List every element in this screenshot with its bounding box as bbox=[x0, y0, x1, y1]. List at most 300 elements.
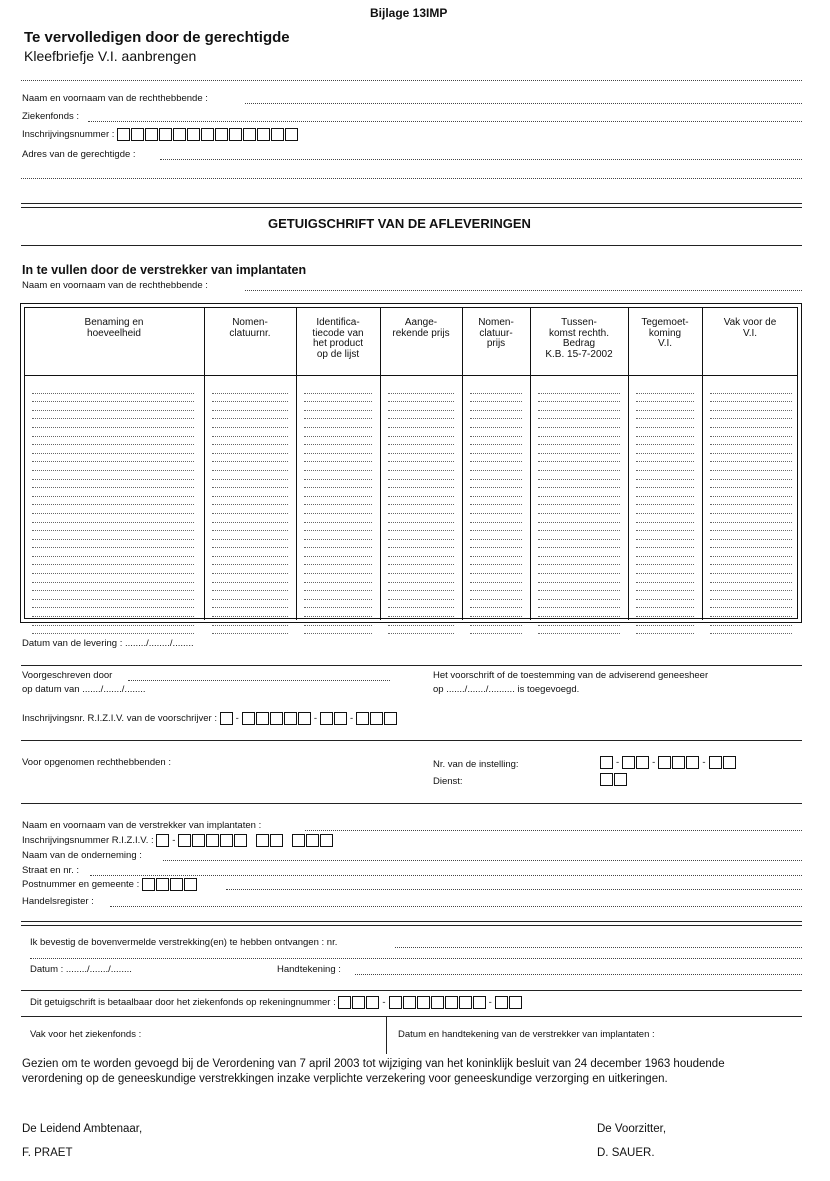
table-row-line[interactable] bbox=[388, 626, 454, 635]
table-row-line[interactable] bbox=[212, 565, 288, 574]
table-row-line[interactable] bbox=[32, 574, 194, 583]
table-row-line[interactable] bbox=[470, 540, 522, 549]
account-box-b[interactable] bbox=[389, 996, 486, 1009]
table-row-line[interactable] bbox=[538, 454, 620, 463]
provider-name-field[interactable] bbox=[305, 830, 802, 831]
table-row-line[interactable] bbox=[636, 531, 694, 540]
divider bbox=[21, 245, 802, 246]
table-row-line[interactable] bbox=[710, 497, 792, 506]
table-row-line[interactable] bbox=[388, 419, 454, 428]
address-field[interactable] bbox=[160, 159, 802, 160]
table-row-line[interactable] bbox=[636, 419, 694, 428]
table-row-line[interactable] bbox=[636, 514, 694, 523]
table-row-line[interactable] bbox=[710, 626, 792, 635]
table-row-line[interactable] bbox=[212, 437, 288, 446]
table-row-line[interactable] bbox=[470, 608, 522, 617]
table-row-line[interactable] bbox=[32, 385, 194, 394]
column-dots[interactable] bbox=[538, 385, 620, 634]
table-row-line[interactable] bbox=[388, 402, 454, 411]
table-row-line[interactable] bbox=[538, 437, 620, 446]
table-row-line[interactable] bbox=[388, 497, 454, 506]
table-row-line[interactable] bbox=[710, 445, 792, 454]
table-row-line[interactable] bbox=[304, 471, 372, 480]
table-row-line[interactable] bbox=[388, 471, 454, 480]
table-row-line[interactable] bbox=[636, 617, 694, 626]
table-row-line[interactable] bbox=[538, 419, 620, 428]
table-row-line[interactable] bbox=[710, 437, 792, 446]
table-row-line[interactable] bbox=[388, 531, 454, 540]
table-row-line[interactable] bbox=[32, 428, 194, 437]
table-row-line[interactable] bbox=[388, 505, 454, 514]
table-row-line[interactable] bbox=[636, 557, 694, 566]
section1-title: Te vervolledigen door de gerechtigde bbox=[24, 29, 290, 46]
table-row-line[interactable] bbox=[304, 385, 372, 394]
table-row-line[interactable] bbox=[710, 411, 792, 420]
prescription-date[interactable]: op datum van ......./......./........ bbox=[22, 684, 146, 695]
table-row-line[interactable] bbox=[32, 462, 194, 471]
table-row-line[interactable] bbox=[538, 583, 620, 592]
table-row-line[interactable] bbox=[304, 402, 372, 411]
table-row-line[interactable] bbox=[304, 462, 372, 471]
table-row-line[interactable] bbox=[32, 557, 194, 566]
provider-sign-label[interactable]: Datum en handtekening van de verstrekker van implantaten : bbox=[398, 1029, 655, 1040]
table-row-line[interactable] bbox=[304, 437, 372, 446]
table-row-line[interactable] bbox=[304, 394, 372, 403]
account-box-a[interactable] bbox=[338, 996, 379, 1009]
signature-field[interactable] bbox=[355, 974, 802, 975]
table-row-line[interactable] bbox=[304, 608, 372, 617]
table-row-line[interactable] bbox=[388, 591, 454, 600]
table-row-line[interactable] bbox=[710, 600, 792, 609]
account-box-c[interactable] bbox=[495, 996, 522, 1009]
table-row-line[interactable] bbox=[710, 523, 792, 532]
table-row-line[interactable] bbox=[470, 574, 522, 583]
table-row-line[interactable] bbox=[32, 626, 194, 635]
table-row-line[interactable] bbox=[212, 454, 288, 463]
header-nomenclatuurprijs: Nomen- clatuur- prijs bbox=[478, 317, 514, 349]
table-row-line[interactable] bbox=[538, 626, 620, 635]
column-dots[interactable] bbox=[304, 385, 372, 634]
table-row-line[interactable] bbox=[710, 557, 792, 566]
confirmation-date[interactable]: Datum : ......../......./........ bbox=[30, 964, 132, 975]
riziv-box-a[interactable] bbox=[220, 712, 233, 725]
table-row-line[interactable] bbox=[636, 600, 694, 609]
table-row-line[interactable] bbox=[470, 445, 522, 454]
advising-doctor-text: Het voorschrift of de toestemming van de adviserend geneesheer bbox=[433, 670, 709, 681]
table-row-line[interactable] bbox=[636, 428, 694, 437]
table-row-line[interactable] bbox=[304, 626, 372, 635]
table-row-line[interactable] bbox=[470, 419, 522, 428]
table-row-line[interactable] bbox=[32, 583, 194, 592]
table-row-line[interactable] bbox=[636, 591, 694, 600]
table-row-line[interactable] bbox=[470, 523, 522, 532]
table-row-line[interactable] bbox=[32, 419, 194, 428]
trade-register-field[interactable] bbox=[110, 906, 802, 907]
col-divider bbox=[380, 307, 381, 620]
table-row-line[interactable] bbox=[538, 428, 620, 437]
table-row-line[interactable] bbox=[710, 591, 792, 600]
column-dots[interactable] bbox=[710, 385, 792, 634]
fund-label: Ziekenfonds : bbox=[22, 111, 80, 122]
table-row-line[interactable] bbox=[212, 514, 288, 523]
table-row-line[interactable] bbox=[212, 557, 288, 566]
table-row-line[interactable] bbox=[636, 583, 694, 592]
table-row-line[interactable] bbox=[212, 394, 288, 403]
service-boxes[interactable] bbox=[600, 773, 627, 786]
table-row-line[interactable] bbox=[470, 454, 522, 463]
table-row-line[interactable] bbox=[470, 626, 522, 635]
table-row-line[interactable] bbox=[470, 583, 522, 592]
table-row-line[interactable] bbox=[32, 445, 194, 454]
column-dots[interactable] bbox=[470, 385, 522, 634]
table-row-line[interactable] bbox=[710, 548, 792, 557]
table-row-line[interactable] bbox=[710, 462, 792, 471]
table-row-line[interactable] bbox=[636, 505, 694, 514]
table-row-line[interactable] bbox=[470, 514, 522, 523]
divider bbox=[21, 1016, 802, 1017]
table-row-line[interactable] bbox=[710, 540, 792, 549]
table-row-line[interactable] bbox=[636, 462, 694, 471]
table-row-line[interactable] bbox=[32, 480, 194, 489]
table-row-line[interactable] bbox=[212, 462, 288, 471]
table-row-line[interactable] bbox=[636, 488, 694, 497]
table-row-line[interactable] bbox=[304, 488, 372, 497]
table-row-line[interactable] bbox=[710, 471, 792, 480]
table-row-line[interactable] bbox=[304, 540, 372, 549]
table-row-line[interactable] bbox=[470, 600, 522, 609]
table-row-line[interactable] bbox=[32, 454, 194, 463]
table-row-line[interactable] bbox=[388, 445, 454, 454]
table-row-line[interactable] bbox=[304, 583, 372, 592]
table-row-line[interactable] bbox=[636, 608, 694, 617]
table-row-line[interactable] bbox=[32, 548, 194, 557]
annex-number: Bijlage 13IMP bbox=[370, 6, 448, 20]
table-row-line[interactable] bbox=[538, 548, 620, 557]
table-row-line[interactable] bbox=[388, 488, 454, 497]
table-row-line[interactable] bbox=[32, 523, 194, 532]
table-row-line[interactable] bbox=[636, 574, 694, 583]
table-row-line[interactable] bbox=[470, 617, 522, 626]
riziv-box-c[interactable] bbox=[320, 712, 347, 725]
table-row-line[interactable] bbox=[212, 574, 288, 583]
table-row-line[interactable] bbox=[32, 565, 194, 574]
trade-register-label: Handelsregister : bbox=[22, 896, 94, 907]
table-row-line[interactable] bbox=[388, 462, 454, 471]
table-row-line[interactable] bbox=[710, 454, 792, 463]
table-row-line[interactable] bbox=[710, 531, 792, 540]
confirmation-text: Ik bevestig de bovenvermelde verstrekking(en) te hebben ontvangen : nr. bbox=[30, 937, 338, 948]
table-row-line[interactable] bbox=[32, 402, 194, 411]
fund-box-label[interactable]: Vak voor het ziekenfonds : bbox=[30, 1029, 142, 1040]
header-nomenclatuurnr: Nomen- clatuurnr. bbox=[229, 317, 271, 339]
table-row-line[interactable] bbox=[388, 454, 454, 463]
table-row-line[interactable] bbox=[470, 480, 522, 489]
header-tussenkomst: Tussen- komst rechth. Bedrag K.B. 15-7-2002 bbox=[545, 317, 613, 360]
table-row-line[interactable] bbox=[538, 471, 620, 480]
table-row-line[interactable] bbox=[212, 531, 288, 540]
table-row-line[interactable] bbox=[32, 437, 194, 446]
riziv-box-d[interactable] bbox=[356, 712, 397, 725]
table-row-line[interactable] bbox=[538, 591, 620, 600]
table-row-line[interactable] bbox=[212, 583, 288, 592]
institution-label: Nr. van de instelling: bbox=[433, 759, 519, 770]
table-row-line[interactable] bbox=[538, 540, 620, 549]
table-row-line[interactable] bbox=[538, 385, 620, 394]
beneficiary-name-field[interactable] bbox=[245, 103, 802, 104]
table-row-line[interactable] bbox=[388, 437, 454, 446]
table-row-line[interactable] bbox=[212, 445, 288, 454]
table-row-line[interactable] bbox=[470, 428, 522, 437]
table-row-line[interactable] bbox=[388, 480, 454, 489]
column-dots[interactable] bbox=[212, 385, 288, 634]
table-row-line[interactable] bbox=[470, 557, 522, 566]
table-row-line[interactable] bbox=[388, 411, 454, 420]
table-row-line[interactable] bbox=[212, 626, 288, 635]
table-row-line[interactable] bbox=[212, 385, 288, 394]
section2-name-label: Naam en voornaam van de rechthebbende : bbox=[22, 280, 208, 291]
confirmation-extra-line[interactable] bbox=[30, 958, 802, 959]
table-row-line[interactable] bbox=[538, 394, 620, 403]
table-row-line[interactable] bbox=[636, 565, 694, 574]
table-row-line[interactable] bbox=[388, 385, 454, 394]
table-row-line[interactable] bbox=[470, 488, 522, 497]
table-row-line[interactable] bbox=[538, 462, 620, 471]
table-row-line[interactable] bbox=[32, 505, 194, 514]
table-row-line[interactable] bbox=[212, 471, 288, 480]
table-row-line[interactable] bbox=[710, 385, 792, 394]
table-row-line[interactable] bbox=[636, 548, 694, 557]
table-row-line[interactable] bbox=[636, 540, 694, 549]
column-dots[interactable] bbox=[32, 385, 194, 634]
table-row-line[interactable] bbox=[636, 471, 694, 480]
table-row-line[interactable] bbox=[304, 591, 372, 600]
table-row-line[interactable] bbox=[304, 557, 372, 566]
table-row-line[interactable] bbox=[304, 531, 372, 540]
table-row-line[interactable] bbox=[32, 471, 194, 480]
table-row-line[interactable] bbox=[710, 428, 792, 437]
table-row-line[interactable] bbox=[304, 505, 372, 514]
table-row-line[interactable] bbox=[388, 394, 454, 403]
table-row-line[interactable] bbox=[470, 471, 522, 480]
table-row-line[interactable] bbox=[304, 600, 372, 609]
beneficiary-name-label: Naam en voornaam van de rechthebbende : bbox=[22, 93, 208, 104]
table-row-line[interactable] bbox=[304, 497, 372, 506]
confirmation-number-field[interactable] bbox=[395, 947, 802, 948]
table-row-line[interactable] bbox=[304, 514, 372, 523]
table-row-line[interactable] bbox=[32, 608, 194, 617]
table-row-line[interactable] bbox=[304, 617, 372, 626]
table-row-line[interactable] bbox=[212, 608, 288, 617]
table-row-line[interactable] bbox=[710, 402, 792, 411]
table-row-line[interactable] bbox=[470, 505, 522, 514]
municipality-field[interactable] bbox=[226, 889, 802, 890]
table-row-line[interactable] bbox=[32, 488, 194, 497]
table-row-line[interactable] bbox=[470, 565, 522, 574]
table-row-line[interactable] bbox=[710, 419, 792, 428]
provider-riziv-b[interactable] bbox=[178, 834, 247, 847]
table-row-line[interactable] bbox=[710, 505, 792, 514]
col-divider bbox=[204, 307, 205, 620]
table-row-line[interactable] bbox=[304, 523, 372, 532]
table-row-line[interactable] bbox=[212, 411, 288, 420]
postcode-row: Postnummer en gemeente : bbox=[22, 878, 197, 891]
table-row-line[interactable] bbox=[636, 394, 694, 403]
fund-field[interactable] bbox=[88, 121, 802, 122]
riziv-box-b[interactable] bbox=[242, 712, 311, 725]
section2-name-field[interactable] bbox=[245, 290, 802, 291]
table-row-line[interactable] bbox=[538, 488, 620, 497]
box-divider bbox=[386, 1016, 387, 1054]
table-row-line[interactable] bbox=[304, 445, 372, 454]
table-row-line[interactable] bbox=[636, 626, 694, 635]
table-row-line[interactable] bbox=[212, 402, 288, 411]
table-row-line[interactable] bbox=[388, 514, 454, 523]
table-row-line[interactable] bbox=[470, 548, 522, 557]
institution-boxes[interactable]: - - - bbox=[600, 756, 736, 769]
delivery-date[interactable]: Datum van de levering : ......../......../........ bbox=[22, 638, 194, 649]
table-row-line[interactable] bbox=[304, 548, 372, 557]
table-row-line[interactable] bbox=[538, 617, 620, 626]
table-row-line[interactable] bbox=[710, 394, 792, 403]
table-row-line[interactable] bbox=[388, 523, 454, 532]
table-row-line[interactable] bbox=[538, 514, 620, 523]
table-row-line[interactable] bbox=[212, 540, 288, 549]
table-row-line[interactable] bbox=[470, 531, 522, 540]
table-row-line[interactable] bbox=[538, 523, 620, 532]
table-row-line[interactable] bbox=[212, 428, 288, 437]
table-row-line[interactable] bbox=[212, 505, 288, 514]
table-row-line[interactable] bbox=[32, 617, 194, 626]
address-field-2[interactable] bbox=[21, 178, 802, 179]
table-row-line[interactable] bbox=[212, 480, 288, 489]
table-row-line[interactable] bbox=[538, 445, 620, 454]
table-row-line[interactable] bbox=[710, 617, 792, 626]
company-field[interactable] bbox=[163, 860, 802, 861]
table-row-line[interactable] bbox=[212, 419, 288, 428]
table-row-line[interactable] bbox=[470, 394, 522, 403]
table-row-line[interactable] bbox=[636, 402, 694, 411]
table-row-line[interactable] bbox=[710, 480, 792, 489]
table-row-line[interactable] bbox=[388, 617, 454, 626]
column-dots[interactable] bbox=[388, 385, 454, 634]
table-row-line[interactable] bbox=[538, 505, 620, 514]
table-row-line[interactable] bbox=[32, 411, 194, 420]
table-row-line[interactable] bbox=[636, 497, 694, 506]
table-row-line[interactable] bbox=[304, 454, 372, 463]
table-row-line[interactable] bbox=[212, 600, 288, 609]
table-row-line[interactable] bbox=[212, 523, 288, 532]
provider-riziv-c[interactable] bbox=[256, 834, 283, 847]
table-row-line[interactable] bbox=[388, 600, 454, 609]
street-field[interactable] bbox=[90, 875, 802, 876]
table-row-line[interactable] bbox=[710, 488, 792, 497]
table-row-line[interactable] bbox=[636, 437, 694, 446]
table-row-line[interactable] bbox=[32, 514, 194, 523]
table-row-line[interactable] bbox=[388, 583, 454, 592]
table-row-line[interactable] bbox=[32, 497, 194, 506]
section1-subtitle: Kleefbriefje V.I. aanbrengen bbox=[24, 48, 197, 64]
table-row-line[interactable] bbox=[388, 557, 454, 566]
table-row-line[interactable] bbox=[32, 394, 194, 403]
table-row-line[interactable] bbox=[470, 437, 522, 446]
table-row-line[interactable] bbox=[470, 462, 522, 471]
table-row-line[interactable] bbox=[636, 385, 694, 394]
signature-label: Handtekening : bbox=[277, 964, 341, 975]
prescriber-riziv: Inschrijvingsnr. R.I.Z.I.V. van de voorschrijver : - - - bbox=[22, 712, 397, 725]
table-row-line[interactable] bbox=[710, 583, 792, 592]
table-row-line[interactable] bbox=[538, 497, 620, 506]
table-row-line[interactable] bbox=[32, 600, 194, 609]
table-row-line[interactable] bbox=[538, 574, 620, 583]
table-row-line[interactable] bbox=[538, 531, 620, 540]
prescribed-by-field[interactable] bbox=[128, 680, 390, 681]
postcode-boxes[interactable] bbox=[142, 878, 197, 891]
table-row-line[interactable] bbox=[32, 531, 194, 540]
table-row-line[interactable] bbox=[32, 540, 194, 549]
table-row-line[interactable] bbox=[710, 608, 792, 617]
table-row-line[interactable] bbox=[636, 480, 694, 489]
double-rule bbox=[21, 921, 802, 926]
table-row-line[interactable] bbox=[304, 565, 372, 574]
table-row-line[interactable] bbox=[636, 454, 694, 463]
table-row-line[interactable] bbox=[710, 514, 792, 523]
table-row-line[interactable] bbox=[538, 565, 620, 574]
table-row-line[interactable] bbox=[212, 497, 288, 506]
table-row-line[interactable] bbox=[470, 497, 522, 506]
column-dots[interactable] bbox=[636, 385, 694, 634]
table-row-line[interactable] bbox=[32, 591, 194, 600]
table-row-line[interactable] bbox=[470, 402, 522, 411]
table-row-line[interactable] bbox=[388, 548, 454, 557]
table-row-line[interactable] bbox=[538, 402, 620, 411]
table-row-line[interactable] bbox=[212, 617, 288, 626]
certificate-title: GETUIGSCHRIFT VAN DE AFLEVERINGEN bbox=[268, 216, 531, 231]
table-row-line[interactable] bbox=[538, 608, 620, 617]
table-row-line[interactable] bbox=[470, 411, 522, 420]
table-row-line[interactable] bbox=[538, 411, 620, 420]
table-row-line[interactable] bbox=[304, 419, 372, 428]
table-row-line[interactable] bbox=[388, 574, 454, 583]
table-row-line[interactable] bbox=[470, 385, 522, 394]
table-row-line[interactable] bbox=[388, 540, 454, 549]
table-row-line[interactable] bbox=[212, 548, 288, 557]
table-row-line[interactable] bbox=[388, 428, 454, 437]
table-row-line[interactable] bbox=[212, 488, 288, 497]
table-row-line[interactable] bbox=[538, 557, 620, 566]
table-row-line[interactable] bbox=[636, 445, 694, 454]
table-row-line[interactable] bbox=[538, 600, 620, 609]
table-row-line[interactable] bbox=[470, 591, 522, 600]
table-row-line[interactable] bbox=[212, 591, 288, 600]
double-rule bbox=[21, 203, 802, 208]
provider-riziv-a[interactable] bbox=[156, 834, 169, 847]
registration-number-boxes[interactable] bbox=[117, 128, 298, 141]
table-row-line[interactable] bbox=[304, 480, 372, 489]
header-benaming: Benaming en hoeveelheid bbox=[84, 317, 144, 339]
table-row-line[interactable] bbox=[710, 574, 792, 583]
table-row-line[interactable] bbox=[388, 565, 454, 574]
provider-riziv-d[interactable] bbox=[292, 834, 333, 847]
table-row-line[interactable] bbox=[538, 480, 620, 489]
table-row-line[interactable] bbox=[304, 574, 372, 583]
table-row-line[interactable] bbox=[636, 411, 694, 420]
right-signatory-role: De Voorzitter, bbox=[597, 1123, 667, 1135]
table-row-line[interactable] bbox=[304, 428, 372, 437]
table-row-line[interactable] bbox=[710, 565, 792, 574]
table-row-line[interactable] bbox=[388, 608, 454, 617]
table-row-line[interactable] bbox=[636, 523, 694, 532]
table-row-line[interactable] bbox=[304, 411, 372, 420]
